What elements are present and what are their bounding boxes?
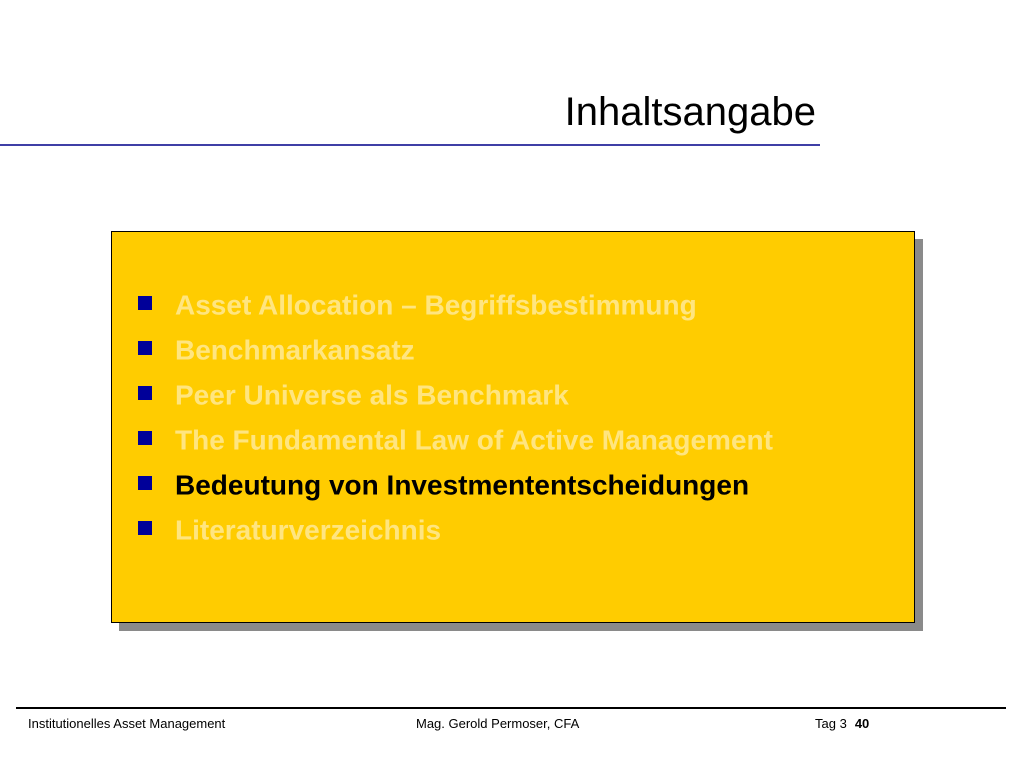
agenda-item-label: Literaturverzeichnis bbox=[175, 514, 442, 546]
agenda-box bbox=[111, 231, 915, 623]
square-bullet-icon bbox=[138, 341, 152, 355]
square-bullet-icon bbox=[138, 296, 152, 310]
slide-title: Inhaltsangabe bbox=[564, 90, 816, 134]
agenda-item-investmententscheidungen bbox=[138, 468, 773, 513]
page-number: 40 bbox=[854, 716, 870, 731]
agenda-item-label: Asset Allocation – Begriffsbestimmung bbox=[175, 289, 697, 321]
agenda-item-fundamental-law bbox=[138, 423, 773, 468]
square-bullet-icon bbox=[138, 476, 152, 490]
agenda-item-literaturverzeichnis bbox=[138, 513, 773, 558]
agenda-item-label: Peer Universe als Benchmark bbox=[175, 379, 569, 411]
agenda-item-peer-universe bbox=[138, 378, 773, 423]
title-divider bbox=[0, 144, 820, 146]
square-bullet-icon bbox=[138, 386, 152, 400]
footer-divider bbox=[16, 707, 1006, 709]
footer-page-info bbox=[815, 716, 869, 731]
agenda-item-label: Bedeutung von Investmententscheidungen bbox=[175, 469, 750, 501]
agenda-item-asset-allocation bbox=[138, 288, 773, 333]
agenda-item-benchmarkansatz bbox=[138, 333, 773, 378]
square-bullet-icon bbox=[138, 521, 152, 535]
agenda-item-label: The Fundamental Law of Active Management bbox=[175, 424, 773, 456]
agenda-item-label: Benchmarkansatz bbox=[175, 334, 415, 366]
agenda-list bbox=[138, 288, 773, 558]
footer-course-title: Institutionelles Asset Management bbox=[28, 716, 226, 731]
footer-day: Tag 3 bbox=[815, 716, 847, 731]
square-bullet-icon bbox=[138, 431, 152, 445]
footer-author: Mag. Gerold Permoser, CFA bbox=[416, 716, 580, 731]
